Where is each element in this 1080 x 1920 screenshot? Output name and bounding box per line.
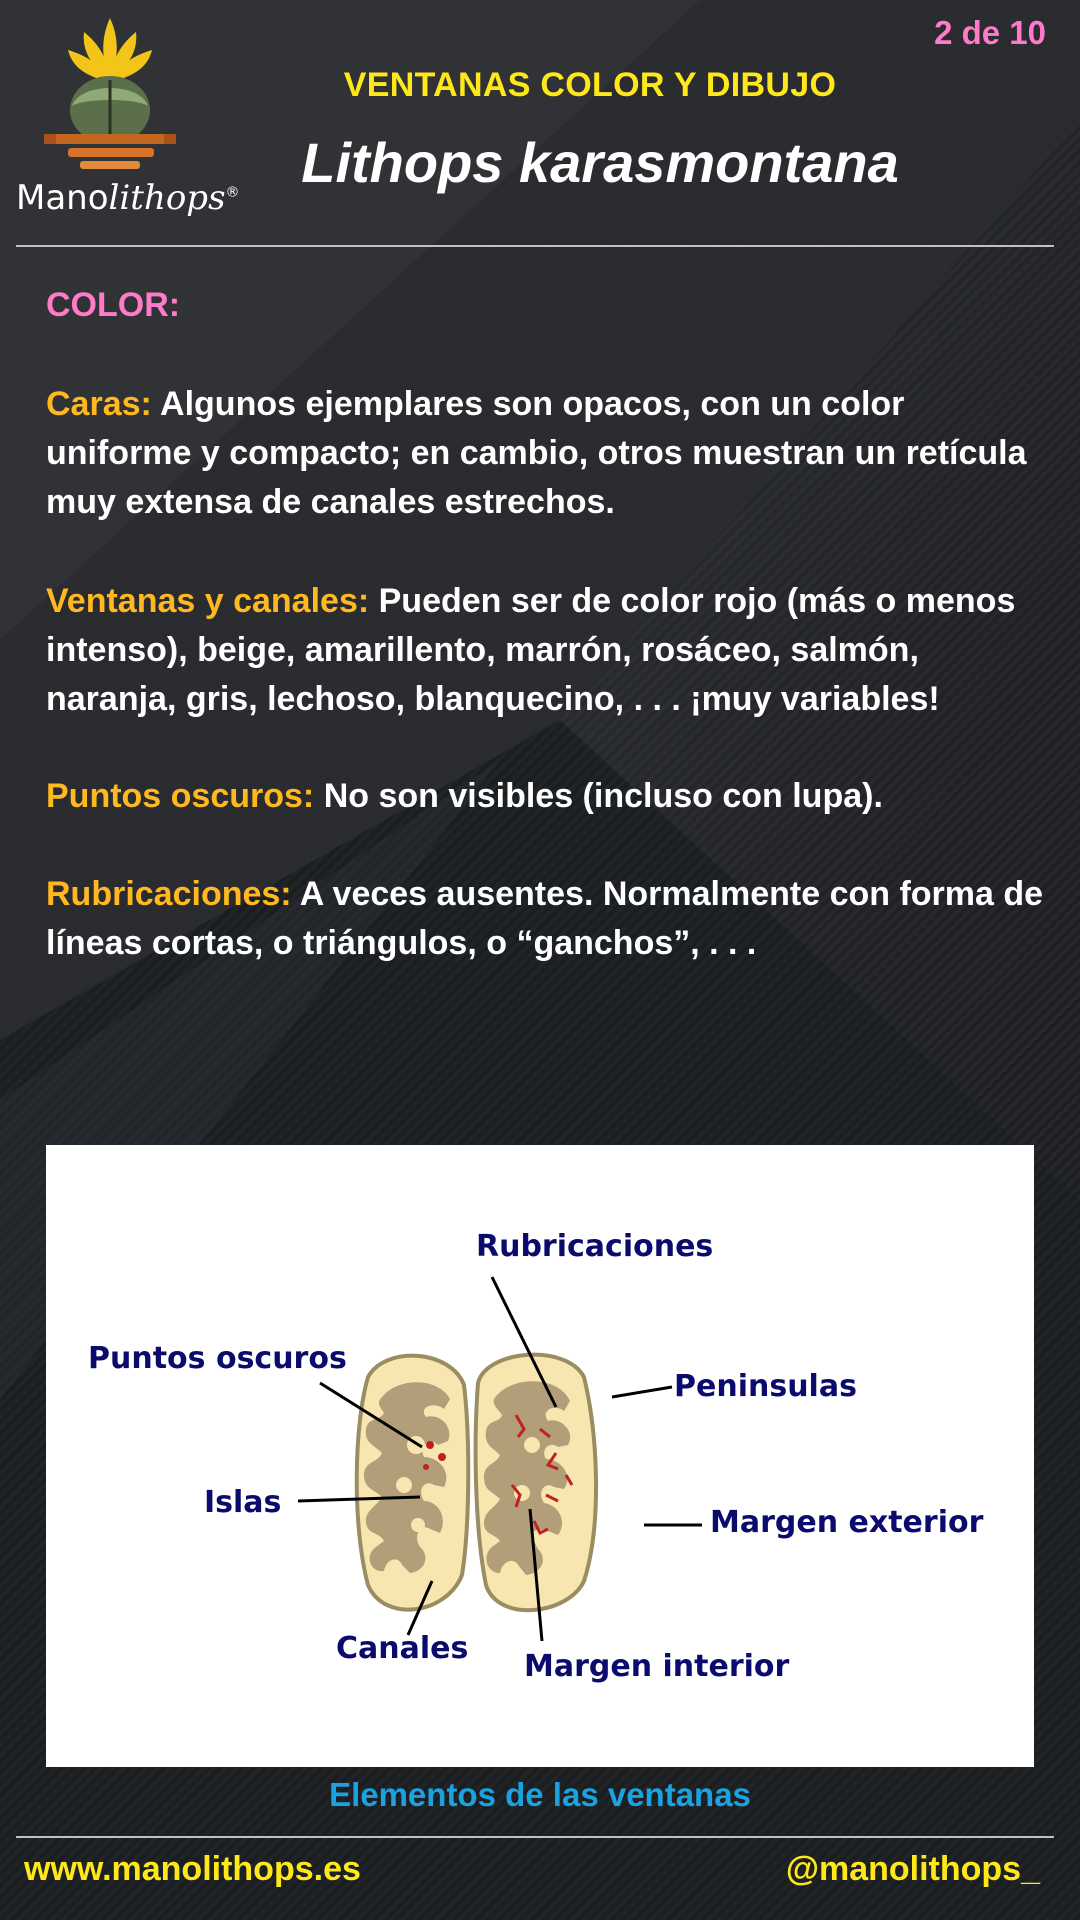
paragraph-rubricaciones	[46, 870, 1056, 968]
paragraph-label: Rubricaciones:	[46, 875, 292, 913]
label-islas: Islas	[204, 1485, 282, 1520]
paragraph-text: Pueden ser de color rojo (más o menos intenso), beige, amarillento, marrón, rosáceo, salmón, naranja, gris, lechoso, blanquecino, . . . ¡muy variables!	[46, 582, 1016, 718]
registered-mark: ®	[225, 184, 240, 201]
paragraph-label: Ventanas y canales:	[46, 582, 370, 620]
footer-divider	[16, 1836, 1054, 1838]
website-link[interactable]: www.manolithops.es	[24, 1850, 361, 1888]
header-divider	[16, 245, 1054, 247]
section-supertitle: VENTANAS COLOR Y DIBUJO	[343, 66, 837, 104]
brand-wordmark-plain: Mano	[16, 178, 109, 218]
paragraph-text: A veces ausentes. Normalmente con forma de líneas cortas, o triángulos, o “ganchos”, . . .	[46, 875, 1044, 962]
label-margen-exterior: Margen exterior	[710, 1505, 984, 1540]
page-counter: 2 de 10	[934, 14, 1046, 51]
label-peninsulas: Peninsulas	[674, 1369, 857, 1404]
brand-wordmark	[16, 178, 266, 218]
paragraph-caras	[46, 380, 1056, 527]
brand-logo	[10, 10, 260, 230]
paragraph-puntos-oscuros	[46, 772, 1056, 821]
paragraph-text: Algunos ejemplares son opacos, con un color uniforme y compacto; en cambio, otros muestran un retícula muy extensa de canales estrechos.	[46, 385, 1027, 521]
label-margen-interior: Margen interior	[524, 1649, 790, 1684]
label-puntos-oscuros: Puntos oscuros	[88, 1341, 347, 1376]
brand-wordmark-script: lithops	[108, 178, 226, 218]
window-elements-diagram	[46, 1145, 1034, 1767]
paragraph-text: No son visibles (incluso con lupa).	[314, 777, 883, 815]
paragraph-label: Caras:	[46, 385, 152, 423]
label-rubricaciones: Rubricaciones	[476, 1229, 714, 1264]
page-title: Lithops karasmontana	[301, 131, 899, 194]
social-handle[interactable]: @manolithops_	[785, 1850, 1040, 1888]
paragraph-label: Puntos oscuros:	[46, 777, 315, 815]
paragraph-ventanas-canales	[46, 577, 1056, 724]
color-heading: COLOR:	[46, 286, 181, 324]
label-canales: Canales	[336, 1631, 469, 1666]
lithops-plant-icon	[10, 10, 260, 185]
diagram-caption: Elementos de las ventanas	[329, 1776, 751, 1813]
